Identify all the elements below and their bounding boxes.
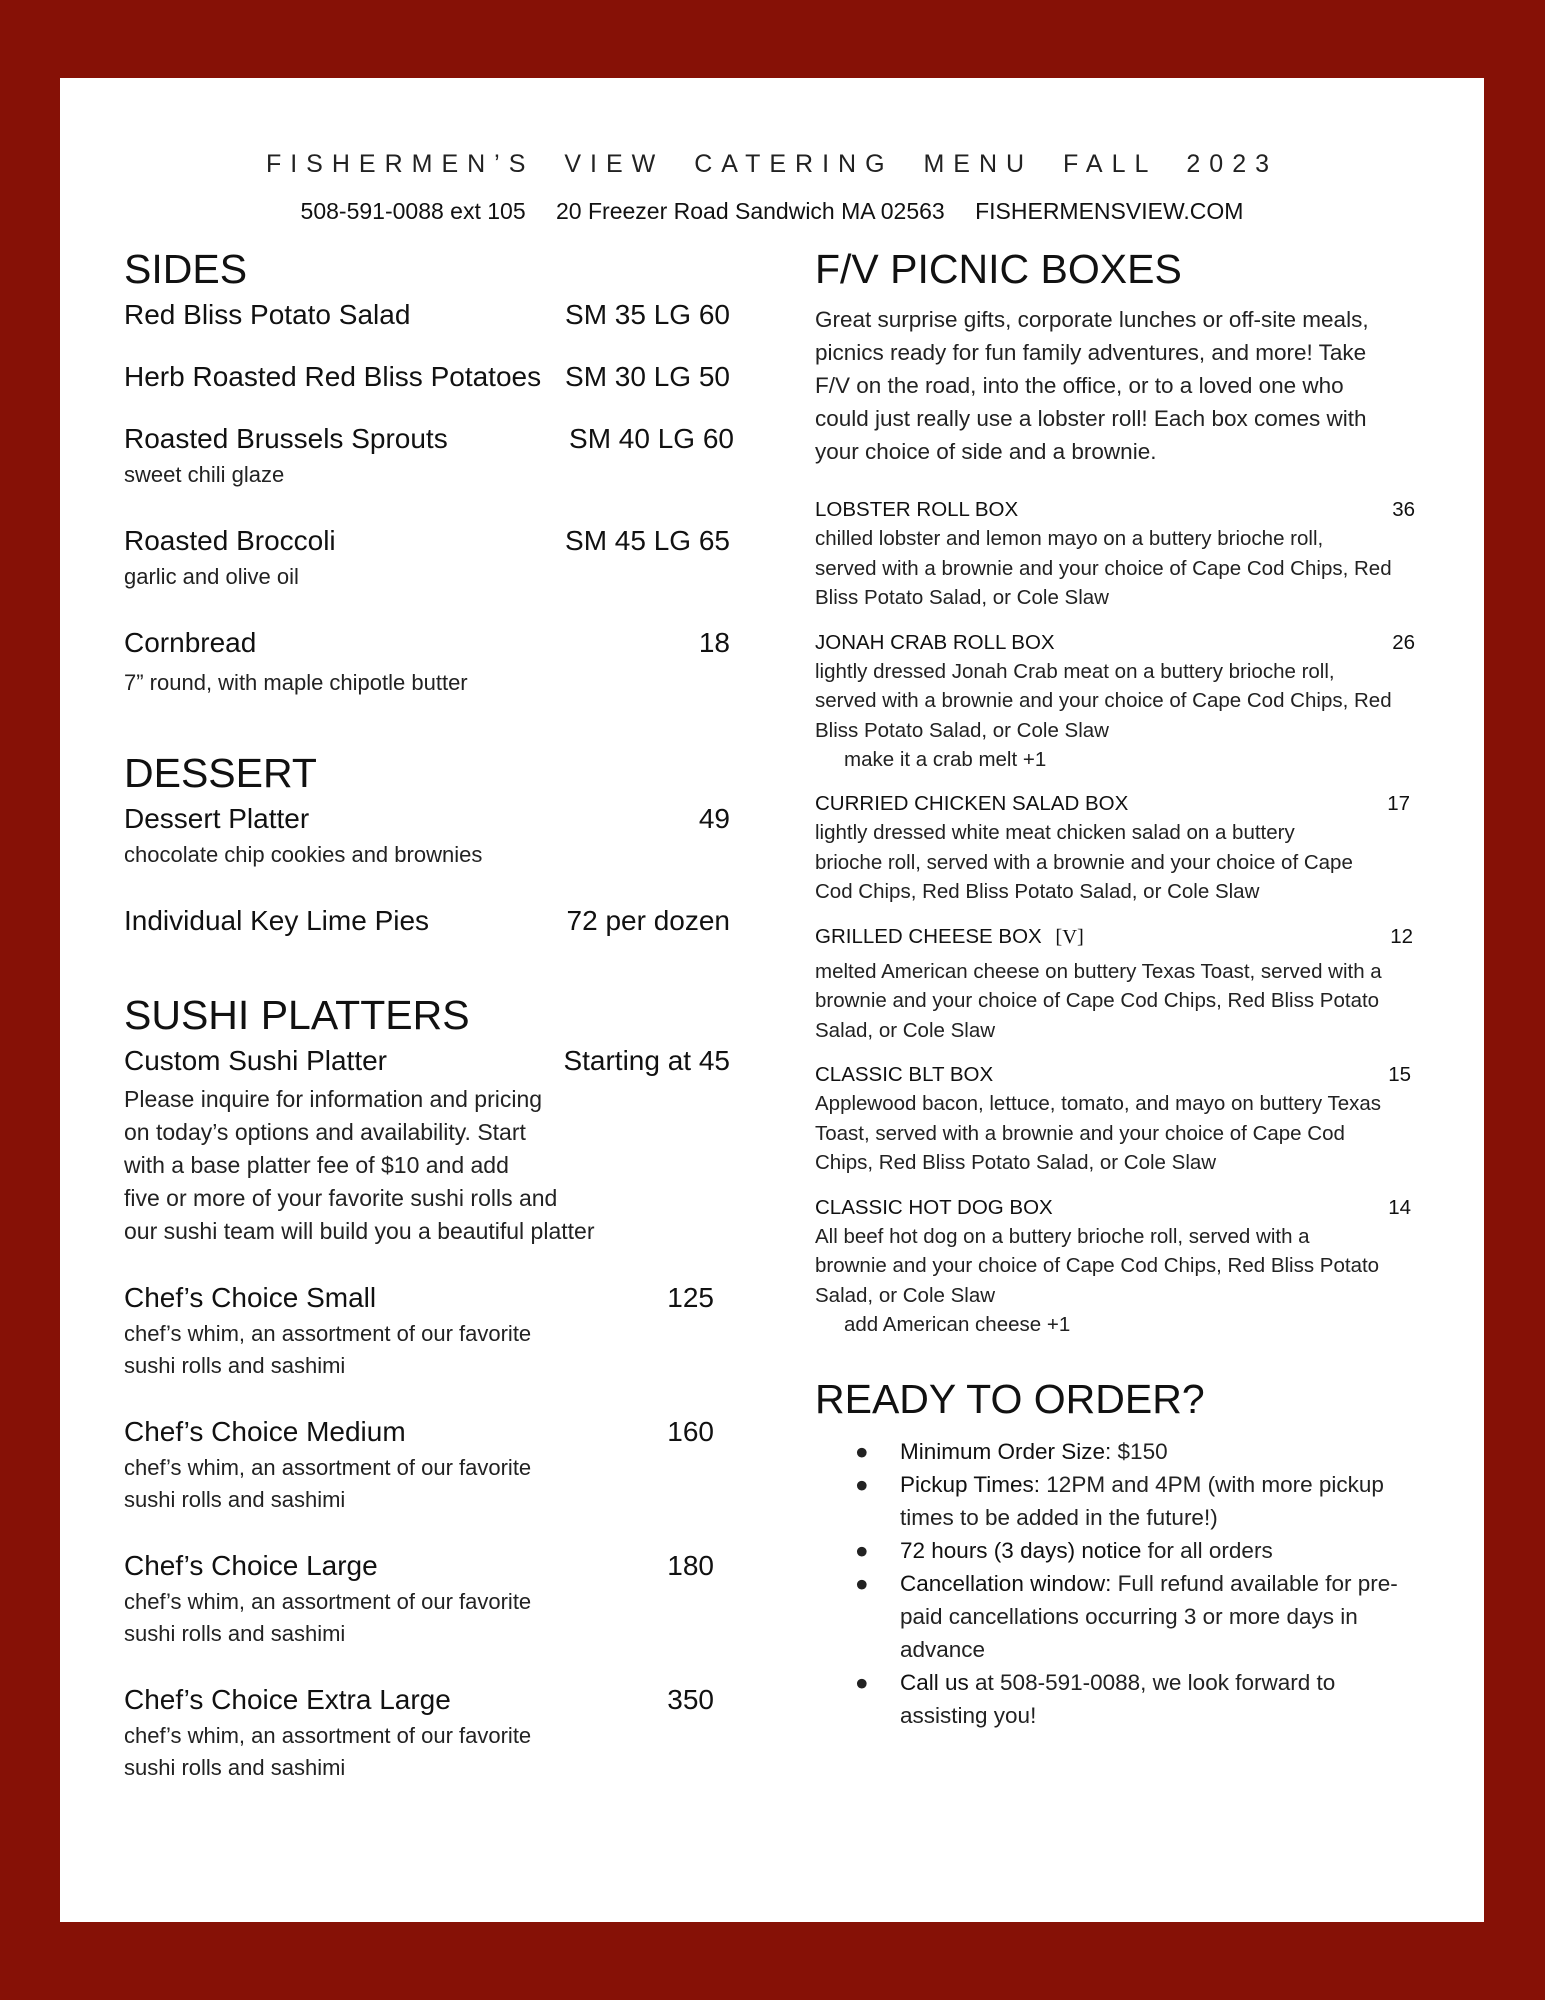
intro-line: F/V on the road, into the office, or to a loved one who: [815, 373, 1344, 398]
list-item: [815, 1534, 1420, 1567]
box-description: [815, 957, 1420, 1046]
box-name: GRILLED CHEESE BOX: [815, 924, 1042, 948]
desc-line: brownie and your choice of Cape Cod Chips, Red Bliss Potato: [815, 989, 1380, 1012]
item-lead: Minimum Order Size:: [900, 1439, 1112, 1464]
item-name: Red Bliss Potato Salad: [124, 299, 411, 330]
item-name: Roasted Broccoli: [124, 525, 336, 556]
picnic-box: [815, 496, 1485, 613]
item-name: Individual Key Lime Pies: [124, 905, 430, 936]
desc-line: melted American cheese on buttery Texas Toast, served with a: [815, 959, 1382, 983]
desc-line: with a base platter fee of $10 and add: [124, 1152, 509, 1178]
picnic-box: [815, 1061, 1485, 1178]
bullet-icon: ●: [855, 1439, 869, 1464]
item-description: [124, 1720, 764, 1784]
desc-line: Chips, Red Bliss Potato Salad, or Cole Slaw: [815, 1151, 1217, 1174]
item-price: 49: [698, 803, 730, 834]
item-text: for all orders: [1141, 1538, 1273, 1563]
item-text: $150: [1111, 1439, 1168, 1464]
item-description: [124, 1452, 764, 1516]
menu-item: [124, 901, 764, 941]
item-text: Full refund available for pre-paid cancellations occurring 3 or more days in advance: [900, 1571, 1398, 1662]
order-info-list: [815, 1435, 1485, 1732]
box-name: CURRIED CHICKEN SALAD BOX: [815, 792, 1129, 815]
item-description: [124, 1318, 764, 1382]
item-price: 160: [667, 1416, 714, 1447]
item-name: Chef’s Choice Large: [124, 1550, 378, 1581]
box-description: [815, 524, 1420, 613]
desc-line: served with a brownie and your choice of Cape Cod Chips, Red: [815, 689, 1392, 712]
item-name: Cornbread: [124, 627, 257, 658]
item-description: sweet chili glaze: [124, 462, 285, 487]
box-addon-note: make it a crab melt +1: [844, 748, 1047, 771]
item-description: 7” round, with maple chipotle butter: [124, 670, 468, 695]
desc-line: chef’s whim, an assortment of our favorite: [124, 1455, 532, 1480]
right-column: [815, 243, 1485, 1732]
picnic-heading: F/V PICNIC BOXES: [815, 246, 1182, 292]
vegetarian-tag: [V]: [1055, 925, 1084, 948]
item-text: 12PM and 4PM (with more pickup times to be added in the future!): [900, 1472, 1384, 1530]
menu-item: [124, 799, 764, 871]
item-price: Starting at 45: [563, 1045, 730, 1076]
item-price: 180: [667, 1550, 714, 1581]
box-name: JONAH CRAB ROLL BOX: [815, 630, 1055, 654]
desc-line: brownie and your choice of Cape Cod Chips, Red Bliss Potato: [815, 1254, 1380, 1277]
sides-heading: SIDES: [124, 246, 248, 292]
item-text: at 508-591-0088, we look forward to assisting you!: [900, 1670, 1336, 1728]
intro-line: Great surprise gifts, corporate lunches or off-site meals,: [815, 307, 1369, 332]
desc-line: chef’s whim, an assortment of our favorite: [124, 1589, 532, 1614]
contact-line: [60, 198, 1484, 225]
desc-line: lightly dressed Jonah Crab meat on a buttery brioche roll,: [815, 659, 1335, 683]
item-name: Chef’s Choice Small: [124, 1282, 377, 1313]
desc-line: on today’s options and availability. Start: [124, 1119, 526, 1145]
picnic-box: [815, 790, 1485, 907]
item-price: 18: [698, 627, 730, 658]
bullet-icon: ●: [855, 1670, 869, 1695]
picnic-box: [815, 1194, 1485, 1340]
item-name: Roasted Brussels Sprouts: [124, 423, 448, 454]
list-item: [815, 1468, 1420, 1534]
picnic-intro: [815, 303, 1415, 468]
desc-line: chef’s whim, an assortment of our favorite: [124, 1723, 532, 1748]
item-price: 72 per dozen: [566, 905, 730, 936]
item-lead: Cancellation window:: [900, 1571, 1112, 1596]
item-name: Custom Sushi Platter: [124, 1045, 387, 1076]
bullet-icon: ●: [855, 1472, 869, 1497]
desc-line: sushi rolls and sashimi: [124, 1755, 346, 1780]
list-item: [815, 1567, 1420, 1666]
desc-line: Cod Chips, Red Bliss Potato Salad, or Cole Slaw: [815, 880, 1260, 903]
box-price: 26: [1392, 630, 1415, 654]
desc-line: served with a brownie and your choice of Cape Cod Chips, Red: [815, 556, 1392, 580]
menu-item: [124, 1412, 764, 1516]
list-item: [815, 1666, 1420, 1732]
box-price: 12: [1390, 924, 1413, 948]
item-description: [124, 1083, 764, 1248]
menu-item: [124, 521, 764, 593]
desc-line: Applewood bacon, lettuce, tomato, and mayo on buttery Texas: [815, 1092, 1382, 1115]
item-description: garlic and olive oil: [124, 564, 299, 589]
item-price: SM 45 LG 65: [565, 525, 730, 556]
menu-item: [124, 419, 764, 491]
box-addon-note: add American cheese +1: [844, 1313, 1071, 1336]
desc-line: All beef hot dog on a buttery brioche roll, served with a: [815, 1224, 1310, 1248]
box-price: 14: [1388, 1195, 1411, 1219]
menu-sheet: [60, 78, 1484, 1922]
intro-line: could just really use a lobster roll! Each box comes with: [815, 406, 1367, 431]
menu-item: [124, 1680, 764, 1784]
box-name: LOBSTER ROLL BOX: [815, 498, 1019, 521]
item-name: Dessert Platter: [124, 803, 310, 834]
item-price: SM 30 LG 50: [565, 361, 730, 392]
phone-number: 508-591-0088 ext 105: [300, 198, 526, 224]
picnic-box: [815, 923, 1485, 1046]
sushi-heading: SUSHI PLATTERS: [124, 992, 470, 1038]
left-column: [124, 243, 764, 1784]
item-price: SM 40 LG 60: [569, 423, 734, 454]
desc-line: Salad, or Cole Slaw: [815, 1283, 996, 1307]
dessert-heading: DESSERT: [124, 750, 317, 796]
list-item: [815, 1435, 1420, 1468]
box-description: [815, 1089, 1420, 1178]
intro-line: picnics ready for fun family adventures, and more! Take: [815, 340, 1367, 365]
item-price: 350: [667, 1684, 714, 1715]
address: 20 Freezer Road Sandwich MA 02563: [556, 198, 945, 224]
menu-item: [124, 1278, 764, 1382]
desc-line: lightly dressed white meat chicken salad on a buttery: [815, 821, 1295, 844]
desc-line: five or more of your favorite sushi rolls and: [124, 1185, 558, 1211]
menu-title: FISHERMEN’S VIEW CATERING MENU FALL 2023: [265, 150, 1279, 178]
item-price: SM 35 LG 60: [565, 299, 730, 330]
desc-line: Toast, served with a brownie and your choice of Cape Cod: [815, 1121, 1345, 1145]
box-price: 15: [1388, 1063, 1411, 1086]
item-name: Herb Roasted Red Bliss Potatoes: [124, 361, 542, 392]
box-name: CLASSIC BLT BOX: [815, 1063, 994, 1086]
desc-line: sushi rolls and sashimi: [124, 1487, 346, 1512]
item-lead: Call us: [900, 1670, 969, 1695]
menu-item: [124, 295, 764, 335]
item-description: chocolate chip cookies and brownies: [124, 842, 483, 867]
picnic-box: [815, 629, 1485, 775]
desc-line: Salad, or Cole Slaw: [815, 1018, 996, 1042]
box-price: 36: [1392, 498, 1415, 521]
order-heading: READY TO ORDER?: [815, 1376, 1205, 1422]
box-description: [815, 657, 1420, 746]
bullet-icon: ●: [855, 1538, 869, 1563]
bullet-icon: ●: [855, 1571, 869, 1596]
box-name: CLASSIC HOT DOG BOX: [815, 1195, 1053, 1219]
intro-line: your choice of side and a brownie.: [815, 439, 1157, 464]
box-description: [815, 818, 1420, 907]
box-price: 17: [1387, 792, 1410, 815]
item-name: Chef’s Choice Medium: [124, 1416, 406, 1447]
item-name: Chef’s Choice Extra Large: [124, 1684, 451, 1715]
desc-line: Bliss Potato Salad, or Cole Slaw: [815, 586, 1109, 609]
item-description: [124, 1586, 764, 1650]
menu-item: [124, 623, 764, 699]
desc-line: Please inquire for information and pricing: [124, 1086, 543, 1112]
website: FISHERMENSVIEW.COM: [975, 198, 1244, 224]
desc-line: Bliss Potato Salad, or Cole Slaw: [815, 718, 1109, 742]
item-price: 125: [667, 1282, 714, 1313]
desc-line: sushi rolls and sashimi: [124, 1353, 346, 1378]
desc-line: sushi rolls and sashimi: [124, 1621, 346, 1646]
desc-line: our sushi team will build you a beautiful platter: [124, 1218, 595, 1244]
menu-item: [124, 1546, 764, 1650]
menu-item: [124, 1041, 764, 1248]
item-lead: Pickup Times:: [900, 1472, 1041, 1497]
item-lead: 72 hours (3 days) notice: [900, 1538, 1142, 1563]
desc-line: chilled lobster and lemon mayo on a buttery brioche roll,: [815, 527, 1324, 550]
desc-line: chef’s whim, an assortment of our favorite: [124, 1321, 532, 1346]
menu-item: [124, 357, 764, 397]
box-description: [815, 1222, 1420, 1311]
desc-line: brioche roll, served with a brownie and your choice of Cape: [815, 850, 1353, 874]
